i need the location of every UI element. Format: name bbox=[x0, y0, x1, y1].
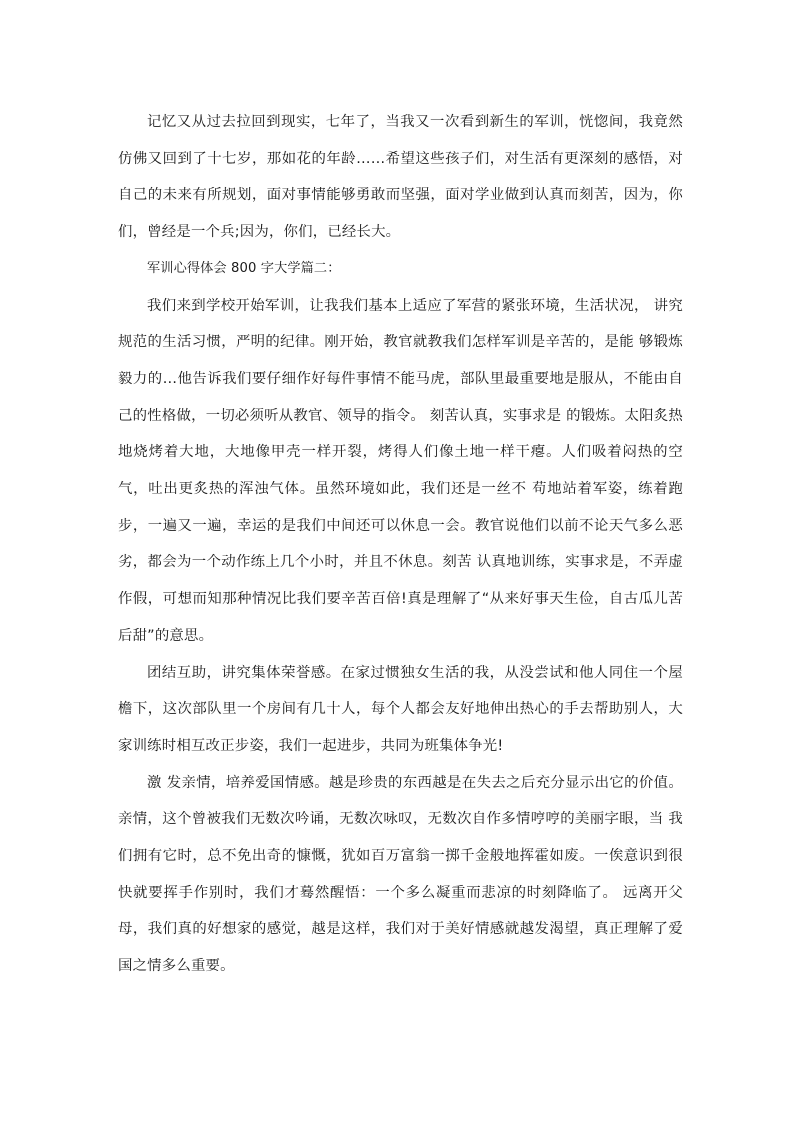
paragraph-2: 我们来到学校开始军训，让我我们基本上适应了军营的紧张环境，生活状况， 讲究规范的生活习惯，严明的纪律。刚开始，教官就教我们怎样军训是辛苦的，是能 够锻炼毅力的…他告诉我们要仔细作好每件事情不能马虎，部队里最重要地是服从，不能由自己的性格做，一切必须听从教官、领导的指令。 刻苦认真，实事求是 的锻炼。太阳炙热地烧烤着大地，大地像甲壳一样开裂，烤得人们像土地一样干瘪。人们吸着闷热的空气，吐出更炙热的浑浊气体。虽然环境如此，我们还是一丝不 苟地站着军姿，练着跑步，一遍又一遍，幸运的是我们中间还可以休息一会。教官说他们以前不论天气多么恶劣，都会为一个动作练上几个小时，并且不休息。刻苦 认真地训练，实事求是，不弄虚作假，可想而知那种情况比我们要辛苦百倍!真是理解了“从来好事天生俭，自古瓜儿苦后甜”的意思。 bbox=[118, 297, 683, 644]
document-body bbox=[118, 104, 683, 985]
paragraph-4: 激 发亲情，培养爱国情感。越是珍贵的东西越是在失去之后充分显示出它的价值。亲情，这个曾被我们无数次吟诵，无数次咏叹，无数次自作多情哼哼的美丽字眼，当 我们拥有它时，总不免出奇的慷慨，犹如百万富翁一掷千金般地挥霍如废。一俟意识到很快就要挥手作别时，我们才蓦然醒悟：一个多么凝重而悲凉的时刻降临了。 远离开父母，我们真的好想家的感觉，越是这样，我们对于美好情感就越发渴望，真正理解了爱国之情多么重要。 bbox=[118, 774, 683, 975]
section-heading: 军训心得体会 800 字大学篇二： bbox=[147, 260, 341, 276]
paragraph-1: 记忆又从过去拉回到现实，七年了，当我又一次看到新生的军训，恍惚间，我竟然仿佛又回到了十七岁，那如花的年龄……希望这些孩子们，对生活有更深刻的感悟，对自己的未来有所规划，面对事情能够勇敢而坚强，面对学业做到认真而刻苦，因为，你们，曾经是一个兵;因为，你们，已经长大。 bbox=[118, 114, 683, 241]
paragraph-3: 团结互助，讲究集体荣誉感。在家过惯独女生活的我，从没尝试和他人同住一个屋檐下，这次部队里一个房间有几十人，每个人都会友好地伸出热心的手去帮助别人，大家训练时相互改正步姿，我们一起进步，共同为班集体争光! bbox=[118, 664, 683, 754]
